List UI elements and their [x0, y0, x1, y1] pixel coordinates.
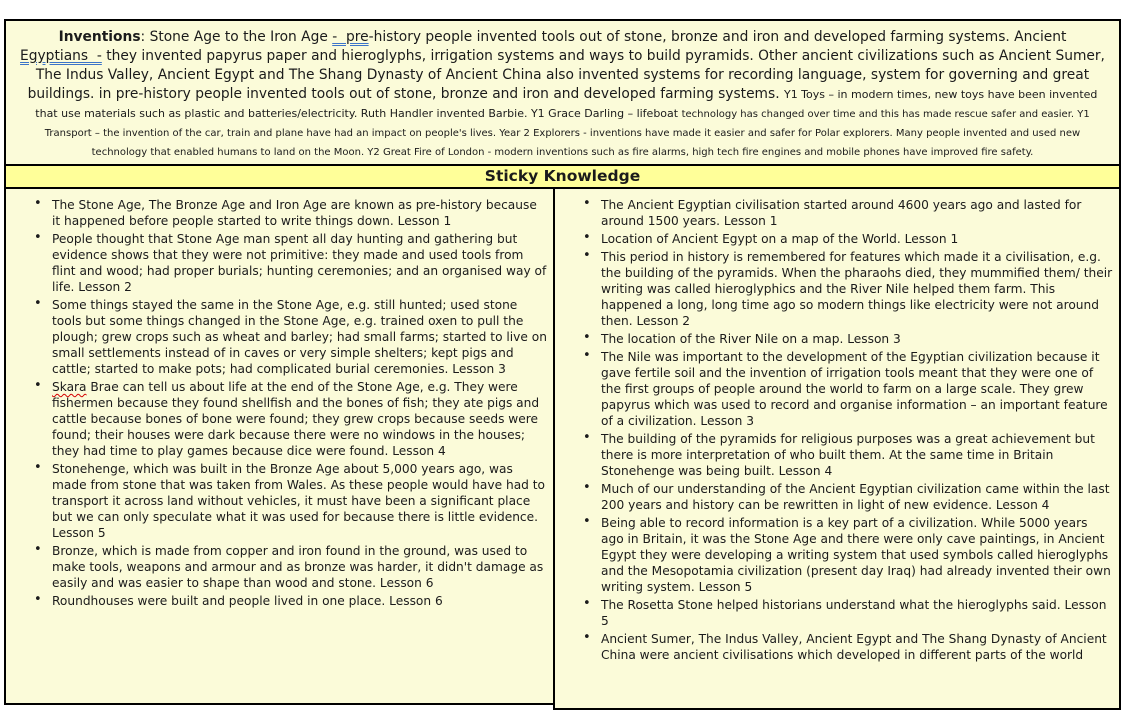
- list-item: • The building of the pyramids for religious purposes was a great achievement but there is more interpretation of who built them. At the same time in Britain Stonehenge was being built. Lesson 4: [583, 431, 1113, 479]
- list-item: • The Stone Age, The Bronze Age and Iron Age are known as pre-history because it happened before people started to write things down. Lesson 1: [34, 197, 547, 229]
- list-item: • Much of our understanding of the Ancient Egyptian civilization came within the last 200 years and history can be rewritten in light of new evidence. Lesson 4: [583, 481, 1113, 513]
- right-column-ancient-egypt: [553, 189, 1121, 710]
- intro-text-part3: they invented papyrus paper and hieroglyphs, irrigation systems and ways to build pyramids. Other ancient civilizations such as Ancient Sumer, The Indus Valley, Ancient Egypt and The Shang Dynasty of Ancient China also invented systems for recording language, system for governing and great buildings. in pre-history people invented tools out of stone, bronze and iron and developed farming systems.: [27, 48, 1105, 102]
- list-item: • People thought that Stone Age man spent all day hunting and gathering but evidence shows that they were not primitive: they made and used tools from flint and wood; had proper burials; hunting ceremonies; and an organised way of life. Lesson 2: [34, 231, 547, 295]
- list-item: • Being able to record information is a key part of a civilization. While 5000 years ago in Britain, it was the Stone Age and there were only cave paintings, in Ancient Egypt they were developing a writing system that used symbols called hieroglyphs and the Mesopotamia civilization (present day Iraq) had already invented their own writing system. Lesson 5: [583, 515, 1113, 595]
- inventions-bold-label: Inventions: [58, 29, 141, 45]
- intro-text-part2: -history people invented tools out of stone, bronze and iron and developed farming systems. Ancient: [368, 29, 1067, 45]
- list-item: • Location of Ancient Egypt on a map of the World. Lesson 1: [583, 231, 1113, 247]
- list-item: • Stonehenge, which was built in the Bronze Age about 5,000 years ago, was made from stone that was taken from Wales. As these people would have had to transport it across land without vehicles, it must have been a significant place but we can only speculate what it was used for because there is little evidence. Lesson 5: [34, 461, 547, 541]
- list-item: • Roundhouses were built and people lived in one place. Lesson 6: [34, 593, 547, 609]
- knowledge-columns: [4, 189, 1121, 710]
- list-item: • The Rosetta Stone helped historians understand what the hieroglyphs said. Lesson 5: [583, 597, 1113, 629]
- grammar-check-underline-2: Egyptians -: [20, 48, 102, 64]
- grammar-check-underline-1: - pre: [332, 29, 369, 45]
- inventions-paragraph: [18, 28, 1107, 161]
- list-item: • Bronze, which is made from copper and iron found in the ground, was used to make tools, weapons and armour and as bronze was harder, it didn't damage as easily and was easier to shape than wood and stone. Lesson 6: [34, 543, 547, 591]
- list-item: • Skara Brae can tell us about life at the end of the Stone Age, e.g. They were fishermen because they found shellfish and the bones of fish; they ate pigs and cattle because bones of bone were found; they grew crops because seeds were found; their houses were dark because there were no windows in the houses; they had time to play games because dice were found. Lesson 4: [34, 379, 547, 459]
- inventions-colon: :: [140, 29, 150, 45]
- sticky-knowledge-title: Sticky Knowledge: [484, 167, 641, 185]
- list-item: • The Ancient Egyptian civilisation started around 4600 years ago and lasted for around 1500 years. Lesson 1: [583, 197, 1113, 229]
- inventions-summary-panel: [4, 19, 1121, 166]
- left-bullet-list: [12, 197, 547, 609]
- knowledge-organiser-sheet: [4, 19, 1121, 710]
- list-item: • The location of the River Nile on a map. Lesson 3: [583, 331, 1113, 347]
- left-column-stone-age: [4, 189, 553, 705]
- list-item: • This period in history is remembered for features which made it a civilisation, e.g. the building of the pyramids. When the pharaohs died, they mummified them/ their writing was called hieroglyphics and the River Nile helped them farm. This happened a long, long time ago so modern things like electricity were not around then. Lesson 2: [583, 249, 1113, 329]
- list-item: • Some things stayed the same in the Stone Age, e.g. still hunted; used stone tools but some things changed in the Stone Age, e.g. trained oxen to pull the plough; grew crops such as wheat and barley; had small farms; started to live on small settlements instead of in caves or very simple shelters; kept pigs and cattle; started to make pots; had complicated burial ceremonies. Lesson 3: [34, 297, 547, 377]
- misspelled-word: Skara: [52, 380, 87, 394]
- list-item: • The Nile was important to the development of the Egyptian civilization because it gave fertile soil and the invention of irrigation tools meant that they were one of the first groups of people around the world to farm on a large scale. They grew papyrus which was used to record and organise information – an important feature of a civilization. Lesson 3: [583, 349, 1113, 429]
- list-item: • Ancient Sumer, The Indus Valley, Ancient Egypt and The Shang Dynasty of Ancient China were ancient civilisations which developed in different parts of the world: [583, 631, 1113, 663]
- intro-text-part1: Stone Age to the Iron Age: [149, 29, 333, 45]
- right-bullet-list: [561, 197, 1113, 663]
- intro-small-text-2: technology has changed over time and this has made rescue safer and easier. Y1 Transport – the invention of the car, train and plane have had an impact on people's lives. Year 2 Explorers - inventions have made it easier and safer for Polar explorers. Many people invented and used new technology that enabled humans to land on the Moon. Y2 Great Fire of London - modern inventions such as fire alarms, high tech fire engines and mobile phones have improved fire safety.: [44, 109, 1090, 158]
- sticky-knowledge-header: [4, 166, 1121, 189]
- intro-small-text-1: Y1 Toys – in modern times, new toys have been invented that use materials such as plastic and batteries/electricity. Ruth Handler invented Barbie. Y1 Grace Darling – lifeboat: [35, 88, 1098, 120]
